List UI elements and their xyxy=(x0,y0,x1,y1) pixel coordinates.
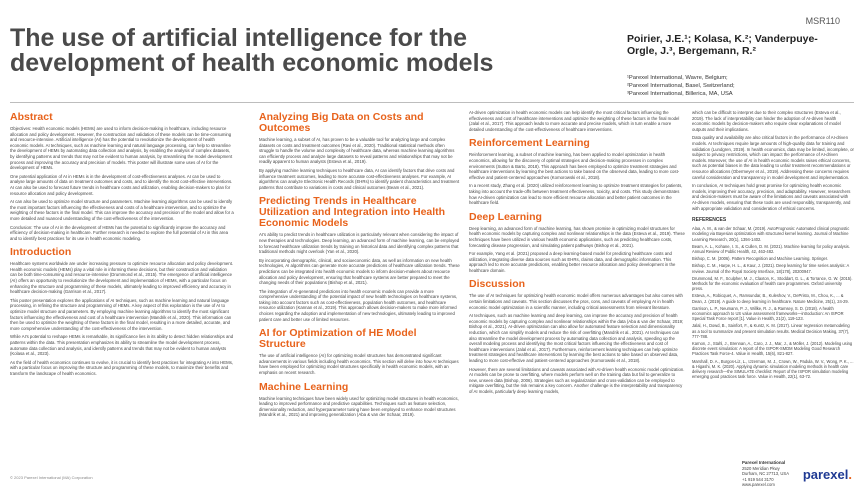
poster-code: MSR110 xyxy=(805,16,840,26)
predicting-paragraph: The integration of AI-generated predictions into health economic models can provide a more comprehensive understanding of the potential impact of new health technologies on healthcare systems, taking into account factors such as cost-effectiveness, population health outcomes, and healthcare resource utilization (Kannan et al., 2019). This approach allows decision-makers to make more informed choices regarding the adoption and implementation of new technologies, ultimately leading to improved patient care and better use of limited resources. xyxy=(259,288,458,322)
predicting-paragraph: AI's ability to predict trends in healthcare utilization is particularly relevant when considering the impact of new therapies and technologies. Deep learning, an advanced form of machine learning, can be employed to forecast healthcare utilization trends by training on historical data and identifying complex patterns that traditional methods might overlook (Yan et al., 2020). xyxy=(259,232,460,255)
reference-item: Jalal, H., Dowd, B., Sainfort, F., & Kuntz, K. M. (2017). Linear regression metamodeling as a tool to summarize and present simulation results. Medical Decision Making, 37(7), 777-788. xyxy=(692,323,850,339)
ai-optimization-heading: AI for Optimization of HE Model Structure xyxy=(259,327,417,351)
column-3 xyxy=(469,110,685,470)
discussion-paragraph: AI techniques, such as machine learning and deep learning, can improve the accuracy and precision of health economic models by capturing complex and nonlinear relationships within the data (Aba & van der Schaar, 2019; Bishop et al., 2021). AI-driven optimization can also allow for automated feature selection and dimensionality reduction, which can simplify models and reduce the risk of overfitting (Mandrik et al., 2021). AI techniques can also streamline the model development process by automating data collection and analysis, speeding up the overall modeling process and identifying the most critical factors influencing the effectiveness and cost of healthcare interventions (Jalal et al., 2017). Furthermore, reinforcement learning techniques can help optimize treatment strategies and healthcare interventions by learning the best actions to take based on observed data, leading to more cost-effective and patient-centered approaches (Komorowski et al., 2018). xyxy=(469,313,684,363)
machine-learning-heading: Machine Learning xyxy=(259,380,349,393)
reference-item: Bishop, C. M. (2006). Pattern Recognition and Machine Learning. Springer. xyxy=(692,256,829,262)
reinforcement-paragraph: Reinforcement learning, a subset of machine learning, has been applied to model optimization in health economics, allowing for the discovery of optimal strategies and decision-making processes in complex environments (Sutton & Barto, 2018). This approach has been employed to optimize treatment strategies and healthcare interventions by learning the best actions to take based on the observed data, leading to more cost-effective and patient-centered approaches (Komorowski et al., 2018). xyxy=(469,152,680,180)
abstract-paragraph: AI can also be used to optimize model structure and parameters. Machine learning algorithms can be used to identify the most important factors influencing the effectiveness and costs of a healthcare intervention, and to optimize the weighting of these factors in the final model. This can improve the accuracy and precision of the model and allow for a more detailed and nuanced understanding of the cost-effectiveness of the intervention. xyxy=(10,199,234,221)
deep-learning-paragraph: Deep learning, an advanced form of machine learning, has shown promise in optimizing model structures for health economic models by capturing complex and nonlinear relationships in the data (Esteva et al., 2019). These techniques have been utilized in various health economic applications, such as predicting healthcare costs, forecasting disease progression, and simulating patient pathways (Bishop et al., 2021). xyxy=(469,225,685,248)
affiliations xyxy=(627,74,827,98)
abstract-heading: Abstract xyxy=(10,111,53,123)
reference-item: Alaa, A. M., & van der Schaar, M. (2019). AutoPrognosis: Automated clinical prognostic modeling via Bayesian optimization with structured kernel learning. Journal of Machine Learning Research, 20(1), 1394-1402. xyxy=(692,226,850,242)
machine-learning-paragraph: Machine learning techniques have been widely used for optimizing model structures in health economics, leading to improved performance and predictive capabilities. Techniques such as feature selection, dimensionality reduction, and hyperparameter tuning have been employed to enhance model structures (Mandrik et al., 2021) and improving generalization (Aba & van der Schaar, 2019). xyxy=(259,395,459,418)
abstract-paragraph: One potential application of AI in HEMs is in the development of cost-effectiveness analyses. AI can be used to analyse large amounts of data on treatment outcomes and costs, and to identify the most cost-effective interventions. AI can also be used to forecast future trends in healthcare costs and utilization, enabling decision-makers to plan for resource allocation and policy development. xyxy=(10,173,233,196)
discussion-paragraph: However, there are several limitations and caveats associated with AI-driven health economic model optimization. AI models can be prone to overfitting, where models perform well on the training data but fail to generalize to new, unseen data (Bishop, 2006). Strategies such as regularization and cross-validation can be employed to mitigate overfitting, but the risk remains a key concern. Another challenge is the interpretability and transparency of AI models, particularly deep learning models, xyxy=(469,366,685,394)
reference-item: Bishop, C. M., Harpe, H. L., & Kaur, J. (2021). Deep learning for time series analysis: A review. Journal of the Royal Society Interface, 18(178), 20200947. xyxy=(692,263,849,274)
introduction-paragraph: As the field of health economics continues to evolve, it is crucial to identify best practices for integrating AI into HEMs, with a particular focus on improving the structure and programming of these models, to maximize their benefits and transform the landscape of health economics. xyxy=(10,359,234,376)
reference-item: Marshall, D. A., Burgos-Liz, L., IJzerman, M. J., Crown, W., Padula, W. V., Wong, P. K., ... & Higashi, M. K. (2020). Applying dynamic simulation modeling methods in health care delivery research—the SIMULATE checklist: Report of the ISPOR simulation modeling emerging good practices task force. Value in Health, 22(1), 63-72. xyxy=(692,358,854,380)
discussion-heading: Discussion xyxy=(469,278,526,291)
contact-address-line: 2520 Meridian Pkwy xyxy=(742,465,780,471)
reference-item: Garrison, L. P., Neumann, P. J., Willke, R. J., & Ramsey, S. D. (2018). A health economics approach to US value assessment frameworks—introduction: An ISPOR Special Task Force report [1]. Value in Health, 21(2), 119-123. xyxy=(692,305,844,322)
affiliation-2: ²Parexel International, Basel, Switzerland; xyxy=(627,83,735,89)
parexel-logo xyxy=(803,467,852,482)
reference-item: Esteva, A., Robicquet, A., Ramsundar, B., Kuleshov, V., DePristo, M., Chou, K., ... & Dean, J. (2019). A guide to deep learning in healthcare. Nature Medicine, 25(1), 24-29. xyxy=(692,293,849,304)
optimization-paragraph: AI-driven optimization in health economic models can help identify the most critical factors influencing the effectiveness and cost of healthcare interventions and optimize the weighting of these factors in the final model (Jalal et al., 2017). This approach leads to more accurate and precise models, which in turn enable a more detailed understanding of the cost-effectiveness of healthcare interventions. xyxy=(469,110,680,132)
affiliation-3: ³Parexel International, Billerica, MA, USA xyxy=(627,91,733,97)
deep-learning-heading: Deep Learning xyxy=(469,210,542,223)
abstract-paragraph: Conclusion: The use of AI in the development of HEMs has the potential to significantly improve the accuracy and efficiency of decision-making in healthcare. Further research is needed to explore the full potential of AI in this area and to identify best practices for its use in health economic modeling. xyxy=(10,224,228,241)
authors: Poirier, J.E.¹; Kolasa, K.²; Vanderpuye-Orgle, J.³, Bergemann, R.² xyxy=(627,33,818,57)
column-4 xyxy=(692,110,854,470)
contact-company: Parexel International xyxy=(742,460,786,465)
big-data-heading: Analyzing Big Data on Costs and Outcomes xyxy=(259,111,424,134)
logo-dot: . xyxy=(848,467,852,482)
discussion-continued-paragraph: Data quality and availability are also critical factors in the performance of AI-driven models. AI techniques require large amounts of high-quality data for training and validation (Lundgren, 2019). In health economics, data may be limited, incomplete, or subject to privacy restrictions, which can impact the performance of AI-driven models. Moreover, the use of AI in health economic models raises ethical concerns, such as potential biases in the data leading to unfair treatment recommendations or resource allocations (Obermeyer et al., 2019). Addressing these concerns requires careful consideration and transparency in model development and implementation. xyxy=(692,135,854,180)
predicting-trends-heading: Predicting Trends in Healthcare Utilization and Integration into Health Economic Models xyxy=(259,195,446,230)
copyright: © 2023 Parexel International (MA) Corporation xyxy=(10,475,93,480)
reinforcement-learning-heading: Reinforcement Learning xyxy=(469,137,590,150)
abstract-paragraph: Objectives: Health economic models (HEMs) are used to inform decision-making in healthcare, including resource allocation and policy development. However, the construction and validation of these models can be time-consuming and resource-intensive. Artificial intelligence (AI) has the potential to revolutionize the development of health economic models. AI techniques, such as machine learning and natural language processing, can help to streamline the development of HEMs by automating data collection and analysis, by enabling the analysis of complex datasets, by identifying patterns and trends that may not be evident to human analysis, by streamlining the model development process and improving the accuracy and precision of models. This poster will illustrate some uses of AI for the development of HEMs. xyxy=(10,126,233,171)
contact-address-line: Durham, NC 27713, USA xyxy=(742,471,790,477)
contact-phone: +1 919 544 3170 xyxy=(742,476,774,482)
deep-learning-paragraph: For example, Yang et al. (2021) proposed a deep learning-based model for predicting healthcare costs and utilization, integrating diverse data sources such as EHRs, claims data, and demographic information. This approach led to more accurate predictions, enabling better resource allocation and policy development in the healthcare domain. xyxy=(469,251,676,273)
introduction-paragraph: This poster presentation explores the applications of AI techniques, such as machine learning and natural language processing, in refining the structure and programming of HEMs. A key aspect of this exploration is the use of AI to optimize model structure and parameters. By employing machine learning algorithms to identify the most significant factors influencing the effectiveness and cost of a healthcare intervention (Mandrik et al., 2020). This information can then be used to optimize the weighting of these factors in the final model, resulting in a more detailed, accurate, and more comprehensive understanding of the cost-effectiveness of the intervention. xyxy=(10,297,232,331)
contact-website: www.parexel.com xyxy=(742,482,775,488)
discussion-continued-paragraph: which can be difficult to interpret due to their complex structures (Esteva et al., 2019). The lack of interpretability can hinder the adoption of AI-driven health economic models by decision-makers who require clear explanations of model outputs and their implications. xyxy=(692,110,841,132)
column-2 xyxy=(259,110,461,470)
introduction-paragraph: Healthcare systems worldwide are under increasing pressure to optimize resource allocation and policy development. Health economic models (HEMs) play a vital role in informing these decisions, but their construction and validation can be both time-consuming and resource-intensive (Drummond et al., 2015). The emergence of artificial intelligence (AI) offers an opportunity to revolutionize the development and implementation of HEMs, with a particular focus on enhancing the structure and programming of these models, ultimately leading to improved efficiency and accuracy in healthcare decision-making (Garrison et al., 2017). xyxy=(10,261,234,295)
discussion-paragraph: The use of AI techniques for optimizing health economic model offers numerous advantages but also comes with certain limitations and caveats. This section discusses the pros, cons, and caveats of employing AI in health economic model optimization in a scientific manner, including critical assessments from relevant literature. xyxy=(469,293,683,310)
big-data-paragraph: Machine learning, a subset of AI, has proven to be a valuable tool for analyzing large and complex datasets on costs and treatment outcomes (Ravi et al., 2020). Traditional statistical methods often struggle to handle the volume and complexity of healthcare data, whereas machine learning algorithms can efficiently process and analyze large datasets to reveal patterns and relationships that may not be readily apparent to human analysts (Esteva et al., 2019). xyxy=(259,137,455,165)
reference-item: Drummond, M. F., Sculpher, M. J., Claxton, K., Stoddart, G. L., & Torrance, G. W. (2015). Methods for the economic evaluation of health care programmes. Oxford university press. xyxy=(692,275,853,292)
ai-optimization-paragraph: The use of artificial intelligence (AI) for optimizing model structures has demonstrated significant advancements in various fields including health economics. This section will delve into how AI techniques have been employed for optimizing model structures specifically in health economic models, with an emphasis on recent research. xyxy=(259,353,459,376)
contact-block xyxy=(742,460,789,488)
discussion-continued-paragraph: In conclusion, AI techniques hold great promise for optimizing health economic models, improving their accuracy, precision, and adaptability. However, researchers and decision-makers must be aware of the limitations and caveats associated with AI-driven models, ensuring that these tools are used responsibly, transparently, and with appropriate validation and consideration of ethical concerns. xyxy=(692,183,851,211)
logo-text: parexel xyxy=(802,467,849,482)
references-heading: REFERENCES xyxy=(692,217,727,224)
reference-item: Karnon, J., Stahl, J., Brennan, A., Caro, J. J., Mar, J., & Möller, J. (2012). Modeling using discrete event simulation: A report of the ISPOR-SMDM Modeling Good Research Practices Task Force-4. Value in Health, 15(6), 821-827. xyxy=(692,340,853,357)
big-data-paragraph: By applying machine learning techniques to healthcare data, AI can identify factors that drive costs and influence treatment outcomes, leading to more accurate cost-effectiveness analyses. For example, AI algorithms can analyze Electronic Health Records (EHRs) to identify patient characteristics and treatment patterns that contribute to variations in costs and clinical outcomes (Beam et al., 2021). xyxy=(259,167,460,190)
column-1 xyxy=(10,110,234,470)
reinforcement-paragraph: In a recent study, Zhang et al. (2020) utilized reinforcement learning to optimize treatment strategies for patients, taking into account the trade-offs between treatment effectiveness, toxicity, and costs. This study demonstrates how AI-driven optimization can lead to more efficient resource allocation and better patient outcomes in the healthcare field. xyxy=(469,183,683,206)
introduction-heading: Introduction xyxy=(10,246,72,259)
header-divider xyxy=(10,102,854,103)
introduction-paragraph: While AI's potential to reshape HEMs is remarkable, its significance lies in its ability to detect hidden relationships and patterns within the data. This presentation emphasizes its ability to streamline the model development process, automate data collection and analysis, and identify patterns and trends that may not be evident to human analysts (Kolasa et al., 2023). xyxy=(10,334,234,357)
reference-item: Beam, A. L., Kohane, I. S., & Cullen, D. M. (2021). Machine learning for policy analysis. Annual Review of Public Health, 42, 463-482. xyxy=(692,243,850,254)
affiliation-1: ¹Parexel International, Wavre, Belgium; xyxy=(627,75,728,81)
poster-title: The use of artificial intelligence for the development of health economic models xyxy=(10,24,494,77)
predicting-paragraph: By incorporating demographic, clinical, and socioeconomic data, as well as information on new health technologies, AI algorithms can generate more accurate predictions of healthcare utilization trends. These predictions can be integrated into health economic models to inform decision-makers about resource allocation and policy development, ensuring that healthcare systems are better prepared to meet the changing needs of their populations (Bishop et al., 2021). xyxy=(259,257,460,286)
